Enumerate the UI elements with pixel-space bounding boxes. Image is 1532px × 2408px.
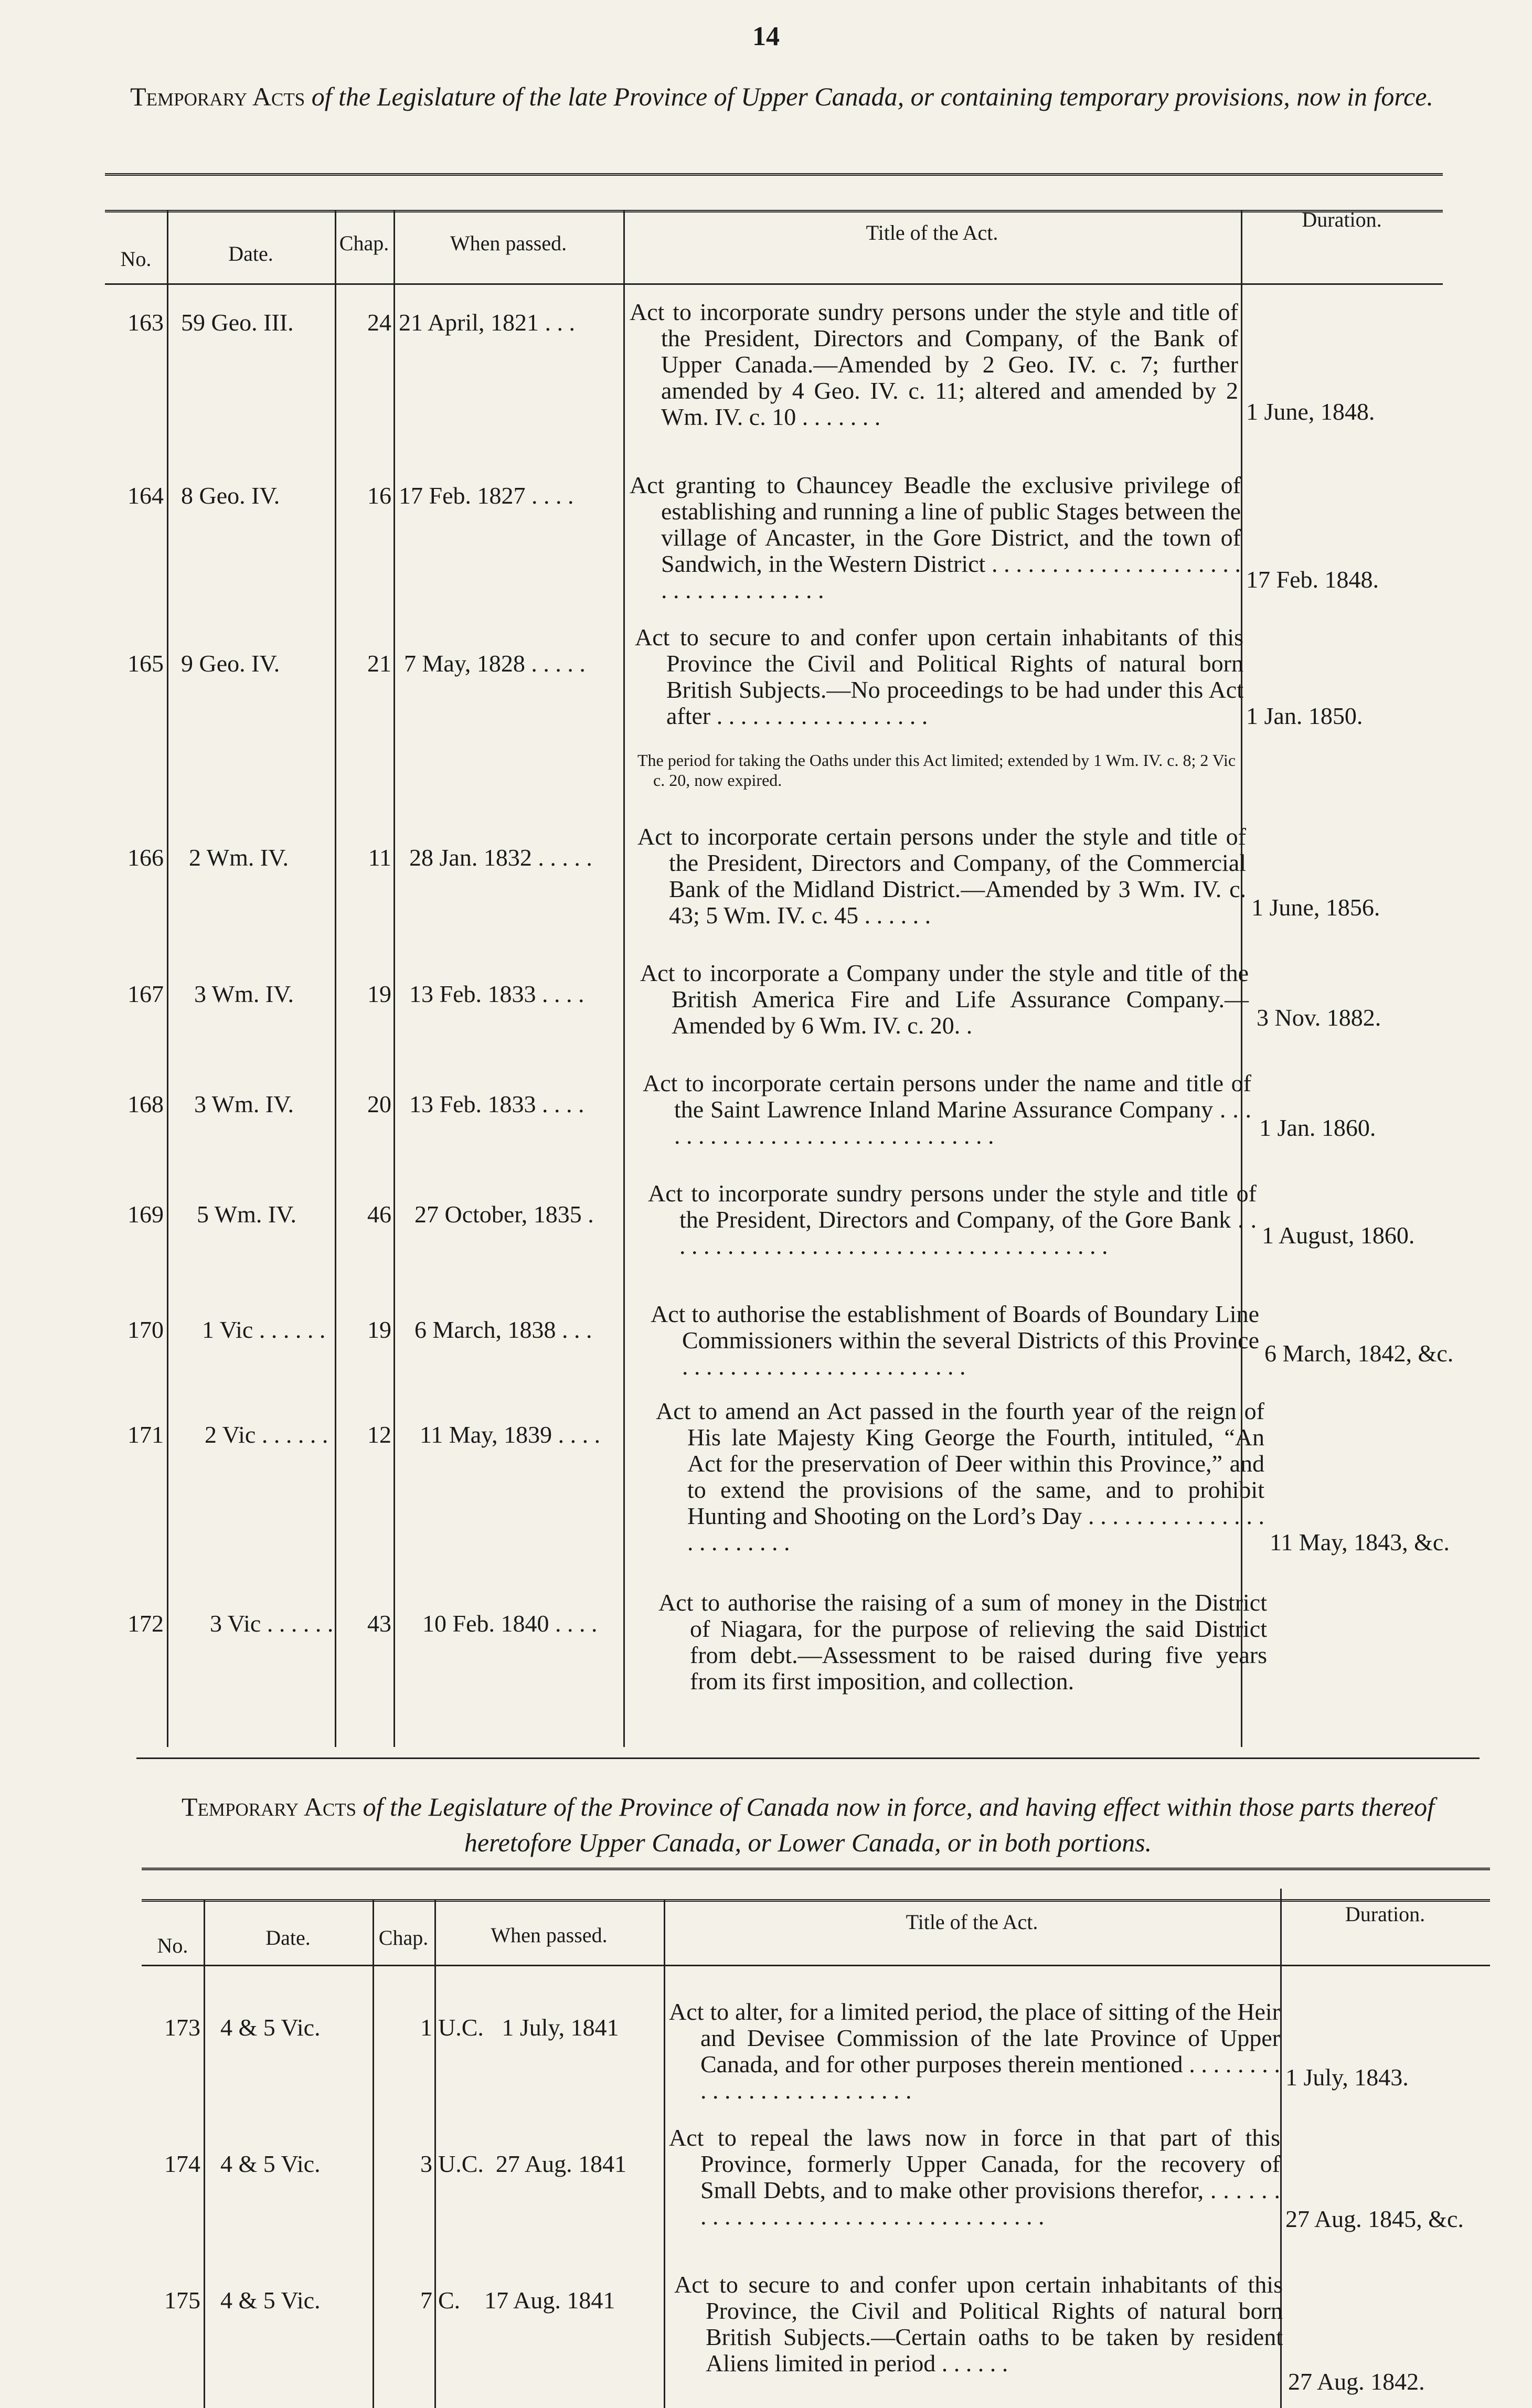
section1-col-chap: Chap. [339,231,389,255]
section1-col-divider [167,210,168,1747]
row-duration: 1 August, 1860. [1262,1222,1415,1249]
row-when-passed: 13 Feb. 1833 . . . . [409,981,584,1007]
row-date: 59 Geo. III. [181,309,294,336]
section2-col-divider [434,1899,436,2408]
row-chapter: 19 [367,1316,391,1343]
row-date: 2 Wm. IV. [189,844,289,871]
section1-col-divider [393,210,395,1747]
row-chapter: 21 [367,650,391,677]
row-date: 4 & 5 Vic. [220,2150,321,2177]
section1-col-when: When passed. [450,231,567,255]
row-duration: 27 Aug. 1842. [1288,2368,1425,2395]
row-when-passed: U.C. 27 Aug. 1841 [438,2150,627,2177]
row-duration: 1 June, 1848. [1246,398,1375,425]
section2-col-divider [664,1899,665,2408]
page-number: 14 [752,22,780,51]
section1-col-divider [623,210,625,1747]
row-title: Act to incorporate sundry persons under the style and title of the President, Directors and Company, of the Bank of Upper Canada.—Amended by 2 Geo. IV. c. 7; further amended by 4 Geo. IV. c. 11; altered and amended by 2 Wm. IV. c. 10 . . . . . . . [630,299,1238,430]
row-when-passed: 10 Feb. 1840 . . . . [422,1610,598,1637]
row-number: 175 [164,2287,200,2314]
row-when-passed: 17 Feb. 1827 . . . . [399,482,574,509]
section-divider [136,1757,1480,1759]
section2-top-rule [142,1868,1490,1870]
row-date: 2 Vic . . . . . . [205,1421,328,1448]
row-when-passed: U.C. 1 July, 1841 [438,2014,619,2041]
row-date: 3 Wm. IV. [194,981,294,1007]
row-duration: 1 Jan. 1850. [1246,702,1363,729]
row-number: 170 [127,1316,164,1343]
row-when-passed: 7 May, 1828 . . . . . [404,650,586,677]
row-date: 8 Geo. IV. [181,482,280,509]
section1-col-no: No. [120,247,152,271]
row-chapter: 16 [367,482,391,509]
row-duration: 6 March, 1842, &c. [1264,1340,1454,1367]
section2-heading [136,1789,1480,1860]
row-title: Act to repeal the laws now in force in that part of this Province, formerly Upper Canada, for the recovery of Small Debts, and to make other provisions therefor, . . . . . . . . . . . . . . . . . . . . . . . . . . . . . . . . . . . [669,2124,1280,2230]
row-title: Act granting to Chauncey Beadle the exclusive privilege of establishing and running a line of public Stages between the village of Ancaster, in the Gore District, and the town of Sandwich, in the Western District . . . . . . . . . . . . . . . . . . . . . . . . . . . . . . . . . . . [630,472,1241,603]
row-date: 3 Wm. IV. [194,1091,294,1117]
section1-heading-rest: of the Legislature of the late Province of Upper Canada, or containing temporary provisions, now in force. [311,82,1433,111]
row-duration: 1 June, 1856. [1251,894,1380,921]
row-date: 4 & 5 Vic. [220,2287,321,2314]
row-number: 167 [127,981,164,1007]
row-number: 174 [164,2150,200,2177]
row-title: Act to incorporate certain persons under the name and title of the Saint Lawrence Inland Marine Assurance Company . . . . . . . . . . . . . . . . . . . . . . . . . . . . . . [643,1070,1251,1149]
row-note: The period for taking the Oaths under this Act limited; extended by 1 Wm. IV. c. 8; 2 Vic c. 20, now expired. [637,751,1236,790]
section1-col-date: Date. [228,242,273,265]
row-date: 3 Vic . . . . . . [210,1610,334,1637]
row-title: Act to authorise the establishment of Boards of Boundary Line Commissioners within the several Districts of this Province . . . . . . . . . . . . . . . . . . . . . . . . [651,1301,1259,1380]
section2-col-date: Date. [265,1926,311,1949]
section1-top-rule [105,173,1443,176]
row-number: 166 [127,844,164,871]
row-chapter: 7 [420,2287,432,2314]
row-duration: 1 July, 1843. [1285,2064,1409,2091]
row-duration: 17 Feb. 1848. [1246,566,1379,593]
row-date: 5 Wm. IV. [197,1201,296,1228]
row-chapter: 12 [367,1421,391,1448]
section1-col-duration: Duration. [1302,208,1382,231]
row-title: Act to secure to and confer upon certain inhabitants of this Province the Civil and Political Rights of natural born British Subjects.—No proceedings to be had under this Act after . . . . . . . . . . . . . . . . . . [635,624,1243,729]
section2-heading-lead: Temporary Acts [182,1792,357,1821]
section2-col-duration: Duration. [1345,1902,1425,1926]
row-chapter: 46 [367,1201,391,1228]
section1-heading [94,79,1469,114]
section2-col-when: When passed. [491,1923,608,1947]
section2-col-divider [204,1899,205,2408]
row-number: 169 [127,1201,164,1228]
row-number: 168 [127,1091,164,1117]
row-when-passed: 27 October, 1835 . [414,1201,594,1228]
section2-col-title: Title of the Act. [906,1910,1038,1934]
row-when-passed: 11 May, 1839 . . . . [420,1421,601,1448]
row-chapter: 24 [367,309,391,336]
row-chapter: 3 [420,2150,432,2177]
row-when-passed: 28 Jan. 1832 . . . . . [409,844,592,871]
row-chapter: 19 [367,981,391,1007]
row-title: Act to incorporate a Company under the style and title of the British America Fire and Life Assurance Company.—Amended by 6 Wm. IV. c. 20. . [640,960,1249,1039]
row-title: Act to amend an Act passed in the fourth year of the reign of His late Majesty King George the Fourth, intituled, “An Act for the preservation of Deer within this Province,” and to extend the provisions of the same, and to prohibit Hunting and Shooting on the Lord’s Day . . . . . . . . . . . . . . . . . . . . . . . . [656,1398,1264,1555]
section2-col-no: No. [157,1934,188,1957]
section2-heading-rest: of the Legislature of the Province of Canada now in force, and having effect within those parts thereof heretofore Upper Canada, or Lower Canada, or in both portions. [363,1792,1434,1857]
row-when-passed: C. 17 Aug. 1841 [438,2287,615,2314]
section2-col-chap: Chap. [378,1926,429,1949]
row-title: Act to secure to and confer upon certain inhabitants of this Province, the Civil and Political Rights of natural born British Subjects.—Certain oaths to be taken by resident Aliens limited in period . . . . . . [674,2271,1283,2377]
row-date: 9 Geo. IV. [181,650,280,677]
row-title: Act to authorise the raising of a sum of money in the District of Niagara, for the purpose of relieving the said District from debt.—Assessment to be raised during five years from its first imposition, and collection. [658,1589,1267,1695]
row-date: 4 & 5 Vic. [220,2014,321,2041]
section2-header-rule [142,1965,1490,1966]
row-duration: 3 Nov. 1882. [1257,1004,1381,1031]
row-chapter: 20 [367,1091,391,1117]
row-title: Act to incorporate sundry persons under the style and title of the President, Directors and Company, of the Gore Bank . . . . . . . . . . . . . . . . . . . . . . . . . . . . . . . . . . . . . . [648,1180,1257,1259]
section1-heading-lead: Temporary Acts [130,82,305,111]
row-when-passed: 21 April, 1821 . . . [399,309,576,336]
row-chapter: 1 [420,2014,432,2041]
row-duration: 27 Aug. 1845, &c. [1285,2205,1464,2232]
section1-col-title: Title of the Act. [866,221,998,244]
row-number: 165 [127,650,164,677]
row-chapter: 11 [368,844,391,871]
row-number: 163 [127,309,164,336]
row-title: Act to incorporate certain persons under the style and title of the President, Directors and Company, of the Commercial Bank of the Midland District.—Amended by 3 Wm. IV. c. 43; 5 Wm. IV. c. 45 . . . . . . [637,823,1246,929]
row-number: 173 [164,2014,200,2041]
row-number: 164 [127,482,164,509]
row-duration: 11 May, 1843, &c. [1270,1529,1450,1555]
row-title: Act to alter, for a limited period, the place of sitting of the Heir and Devisee Commission of the late Province of Upper Canada, and for other purposes therein mentioned . . . . . . . . . . . . . . . . . . . . . . . . . . [669,1998,1280,2104]
row-when-passed: 13 Feb. 1833 . . . . [409,1091,584,1117]
row-number: 171 [127,1421,164,1448]
row-duration: 1 Jan. 1860. [1259,1114,1376,1141]
row-when-passed: 6 March, 1838 . . . [414,1316,592,1343]
section1-col-divider [335,210,336,1747]
row-date: 1 Vic . . . . . . [202,1316,326,1343]
row-number: 172 [127,1610,164,1637]
row-chapter: 43 [367,1610,391,1637]
